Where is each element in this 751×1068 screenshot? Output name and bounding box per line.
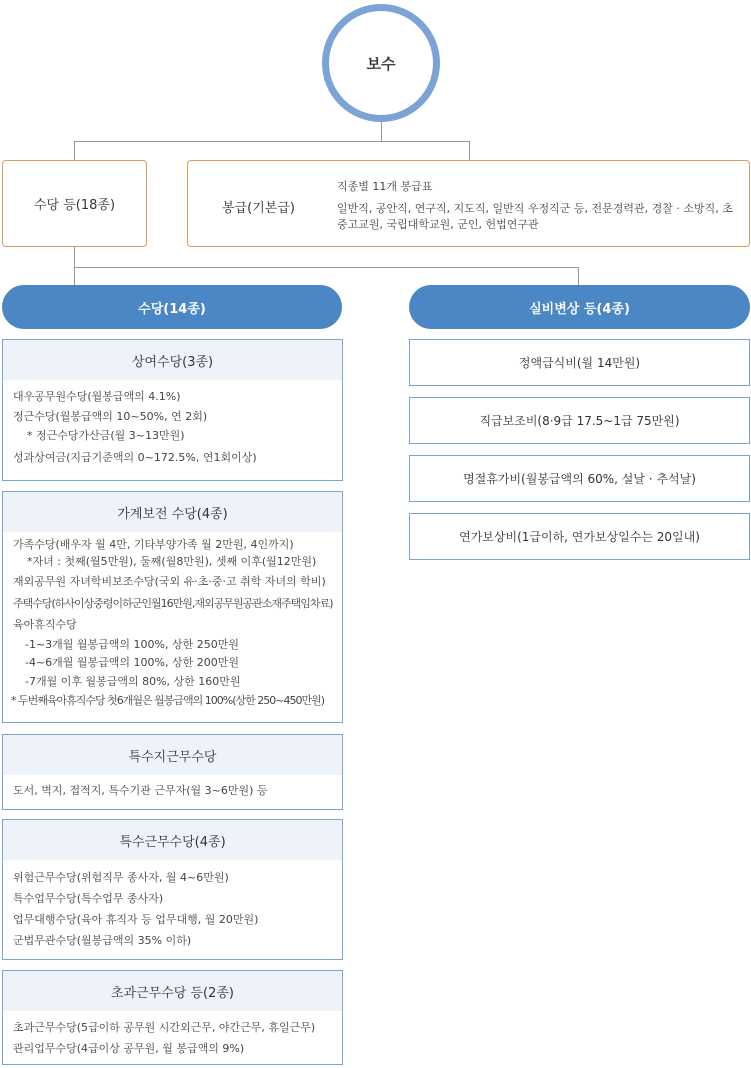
group-line: *자녀 : 첫째(월5만원), 둘째(월8만원), 셋째 이후(월12만원) [27, 555, 317, 568]
connector-to-allowances [74, 141, 75, 160]
expense-item-position [409, 397, 750, 444]
root-label: 보수 [366, 54, 396, 73]
allowance-branch-pill [2, 285, 342, 329]
base-pay-sub-desc: 일반직, 공안직, 연구직, 지도직, 일반직 우정직군 등, 전문경력관, 경찰 · 소방직, 초중고교원, 국립대학교원, 군인, 헌법연구관 [337, 202, 733, 231]
connector-mid-horizontal [74, 267, 579, 268]
group-line: 육아휴직수당 [13, 618, 77, 631]
group-line: 정근수당(월봉급액의 10~50%, 연 2회) [13, 410, 208, 423]
expense-branch-label: 실비변상 등(4종) [529, 301, 630, 317]
expense-branch-pill [409, 285, 750, 329]
group-line: 초과근무수당(5급이하 공무원 시간외근무, 야간근무, 휴일근무) [13, 1021, 316, 1034]
group-line: 가족수당(배우자 월 4만, 기타부양가족 월 2만원, 4인까지) [13, 538, 294, 551]
connector-root-down [381, 122, 382, 142]
group-line: 대우공무원수당(월봉급액의 4.1%) [13, 390, 181, 403]
expense-item-holiday [409, 455, 750, 502]
group-overtime [2, 970, 343, 1065]
expense-item-label: 명절휴가비(월봉급액의 60%, 설날 · 추석날) [463, 472, 696, 486]
group-title: 특수근무수당(4종) [3, 820, 342, 860]
group-title: 특수지근무수당 [3, 735, 342, 775]
group-line: -4~6개월 월봉급액의 100%, 상한 200만원 [25, 656, 239, 669]
group-line: 군법무관수당(월봉급액의 35% 이하) [13, 934, 192, 947]
group-special-duty [2, 819, 343, 960]
connector-to-expense [578, 267, 579, 285]
connector-to-base-pay [469, 141, 470, 160]
base-pay-sub-title: 직종별 11개 봉급표 [337, 180, 433, 193]
group-household [2, 491, 343, 723]
group-line: * 두번째육아휴직수당 첫6개월은 월봉급액의 100%(상한 250~450만원) [11, 694, 324, 707]
root-node [322, 4, 440, 122]
allowances-node [2, 160, 147, 247]
group-line: -7개월 이후 월봉급액의 80%, 상한 160만원 [25, 675, 241, 688]
connector-allowances-down [74, 247, 75, 285]
group-line: -1~3개월 월봉급액의 100%, 상한 250만원 [25, 638, 239, 651]
expense-item-leave [409, 513, 750, 560]
base-pay-label: 봉급(기본급) [222, 201, 295, 216]
group-line: 도서, 벽지, 접적지, 특수기관 근무자(월 3~6만원) 등 [13, 784, 268, 797]
group-line: 위험근무수당(위험직무 종사자, 월 4~6만원) [13, 871, 229, 884]
allowance-branch-label: 수당(14종) [138, 301, 206, 317]
group-title: 초과근무수당 등(2종) [3, 971, 342, 1011]
group-title: 가계보전 수당(4종) [3, 492, 342, 532]
base-pay-node [187, 160, 750, 247]
expense-item-meal [409, 339, 750, 386]
expense-item-label: 정액급식비(월 14만원) [518, 356, 641, 370]
expense-item-label: 연가보상비(1급이하, 연가보상일수는 20일내) [459, 530, 700, 544]
group-title: 상여수당(3종) [3, 340, 342, 380]
group-line: 재외공무원 자녀학비보조수당(국외 유·초·중·고 취학 자녀의 학비) [13, 575, 326, 588]
group-bonus [2, 339, 343, 481]
group-remote-area [2, 734, 343, 810]
group-line: 관리업무수당(4급이상 공무원, 월 봉급액의 9%) [13, 1042, 245, 1055]
group-line: 주택수당(하사이상중령이하군인월16만원,재외공무원공관소재주택임차료) [13, 597, 333, 610]
group-line: 업무대행수당(육아 휴직자 등 업무대행, 월 20만원) [13, 913, 259, 926]
group-line: * 정근수당가산금(월 3~13만원) [27, 429, 185, 442]
expense-item-label: 직급보조비(8·9급 17.5~1급 75만원) [479, 414, 680, 428]
group-line: 성과상여금(지급기준액의 0~172.5%, 연1회이상) [13, 451, 257, 464]
allowances-label: 수당 등(18종) [33, 198, 116, 213]
connector-top-horizontal [74, 141, 470, 142]
group-line: 특수업무수당(특수업무 종사자) [13, 892, 164, 905]
